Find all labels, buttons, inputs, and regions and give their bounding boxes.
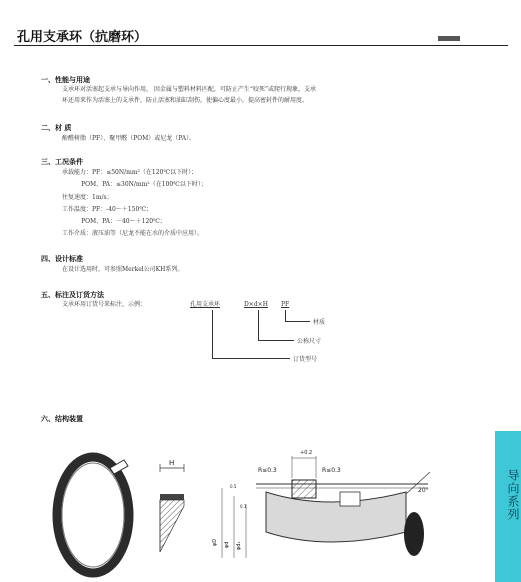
order-line-size-v xyxy=(258,310,259,340)
dim-left-1: φD xyxy=(212,538,218,546)
radius-label-1: R≤0.3 xyxy=(258,467,277,474)
section-6-heading: 六、结构装置 xyxy=(41,415,83,423)
section-2-heading: 二、材 质 xyxy=(41,124,72,132)
order-example-size: D×d×H xyxy=(244,301,268,308)
order-label-size: 公称尺寸 xyxy=(297,338,322,345)
section-4-line-1: 在设计选用时，可参照Merkel公司KH系列。 xyxy=(62,266,184,273)
section-4-heading: 四、设计标准 xyxy=(41,255,83,263)
section-5-intro: 支承环用订货号来标注，示例： xyxy=(62,301,147,308)
dim-h-label: H xyxy=(169,459,175,467)
order-line-order-h xyxy=(212,358,290,359)
order-label-order: 订货型号 xyxy=(293,356,318,363)
title-rule xyxy=(14,45,508,46)
order-line-material-v xyxy=(285,310,286,321)
section-3-line-2: POM、PA：≤30N/mm²（在100℃以下时）； xyxy=(62,181,207,188)
section-2-line-1: 酚醛树脂（PF）、聚甲醛（POM）或尼龙（PA）。 xyxy=(62,135,196,142)
section-3-line-5: POM、PA：－40～＋120℃； xyxy=(62,218,166,225)
bearing-ring-illustration xyxy=(52,452,134,578)
section-3-line-4: 工作温度：PF：-40～＋150℃； xyxy=(62,206,153,213)
dim-top-label: +0.2 xyxy=(300,450,313,456)
guide-series-tab[interactable] xyxy=(495,431,521,582)
order-line-material-h xyxy=(285,321,310,322)
dim-small-1: 0.5 xyxy=(230,484,237,489)
section-3-line-6: 工作介质：液压油等（尼龙不能在水的介质中应用）。 xyxy=(62,230,204,237)
radius-label-2: R≤0.3 xyxy=(322,467,341,474)
section-5-heading: 五、标注及订货方法 xyxy=(41,291,104,299)
section-1-line-1: 支承环对活塞起支承与导向作用， 因金属与塑料材料匹配，可防止产生“咬死”或爬行现象，支承 xyxy=(62,86,317,93)
order-line-size-h xyxy=(258,340,294,341)
dim-left-2: φd xyxy=(224,541,230,548)
dim-left-3: φd₁ xyxy=(236,541,242,550)
section-3-line-1: 承载能力：PF：≤50N/mm²（在120℃以下时）； xyxy=(62,169,198,176)
installation-diagram xyxy=(212,442,440,560)
order-example-material: PF xyxy=(281,301,290,308)
title-tab-mark xyxy=(438,36,460,41)
order-example-name: 孔用支承环 xyxy=(190,301,221,308)
section-3-heading: 三、工况条件 xyxy=(41,158,83,166)
section-1-line-2: 环还用来作为活塞上的支承件，防止活塞和油缸刮伤，使偏心度最小，提高密封件的耐用度。 xyxy=(62,97,309,104)
section-1-heading: 一、性能与用途 xyxy=(41,76,90,84)
order-label-material: 材质 xyxy=(313,319,326,326)
guide-series-label: 导向系列 xyxy=(506,469,520,521)
page-title: 孔用支承环（抗磨环） xyxy=(17,30,148,45)
section-3-line-3: 往复速度：1m/s； xyxy=(62,194,113,201)
order-line-order-v xyxy=(212,310,213,358)
dim-small-2: 0.1 xyxy=(240,504,247,509)
angle-label: 20° xyxy=(418,487,429,494)
ring-cross-section xyxy=(150,456,200,556)
